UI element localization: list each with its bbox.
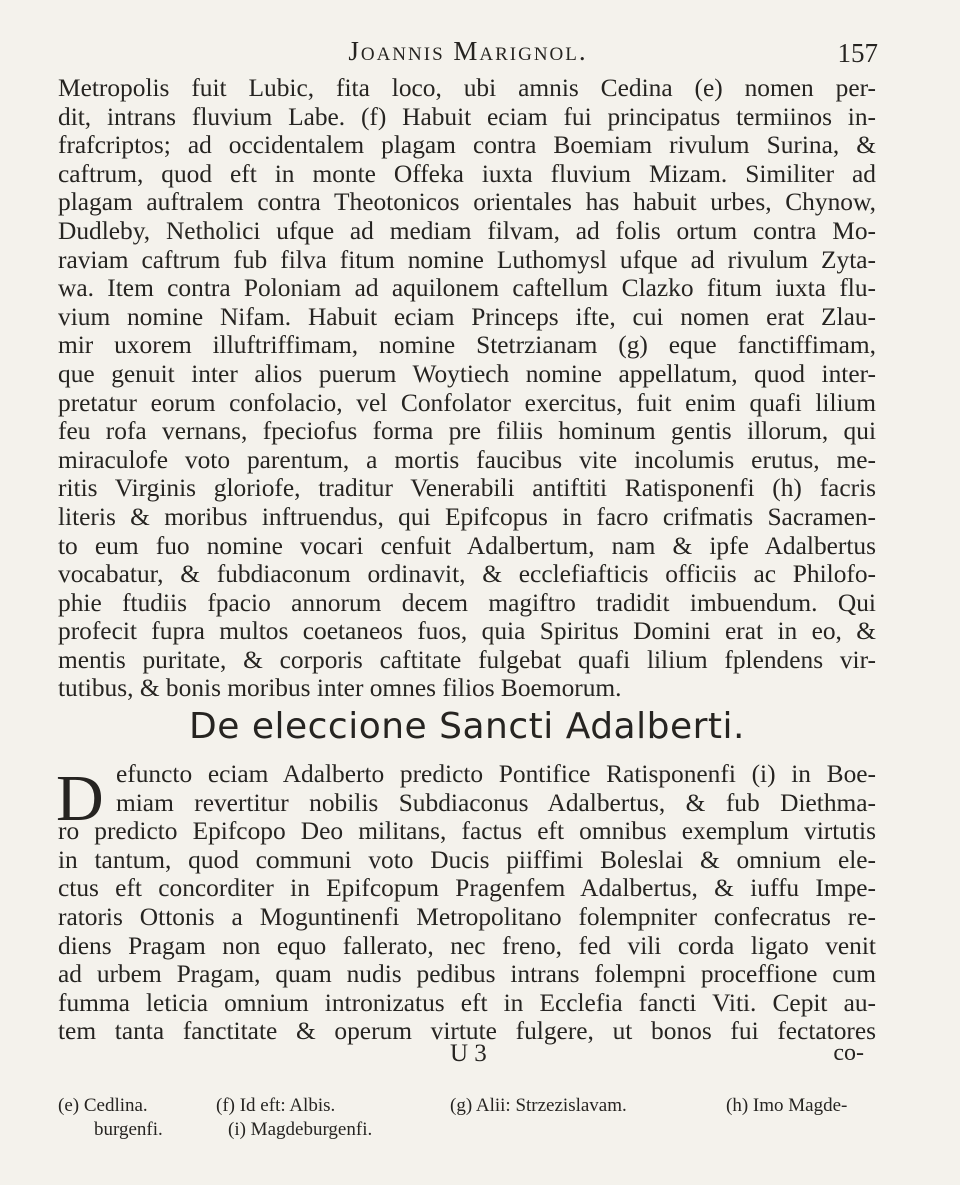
footnote-f: (f) Id eft: Albis.	[216, 1095, 336, 1116]
text-line: mir uxorem illuftriffimam, nomine Stetrzianam (g) eque fanctiffimam,	[58, 331, 876, 360]
text-line: efuncto eciam Adalberto predicto Pontifice Ratisponenfi (i) in Boe-	[116, 760, 876, 788]
signature-mark: U 3	[450, 1040, 487, 1067]
text-line: Dudleby, Netholici ufque ad mediam filvam, ad folis ortum contra Mo-	[58, 216, 876, 245]
footnote-h-continued: burgenfi.	[94, 1119, 163, 1140]
text-line: wa. Item contra Poloniam ad aquilonem caftellum Clazko fitum iuxta flu-	[58, 274, 876, 303]
text-line: que genuit inter alios puerum Woytiech nomine appellatum, quod inter-	[58, 359, 876, 388]
text-line: diens Pragam non equo fallerato, nec freno, fed vili corda ligato venit	[58, 931, 876, 960]
text-line: literis & moribus inftruendus, qui Epifcopus in facro crifmatis Sacramen-	[58, 502, 876, 531]
text-line: ratoris Ottonis a Moguntinenfi Metropolitano folempniter confecratus re-	[58, 902, 876, 931]
footnote-e: (e) Cedlina.	[58, 1095, 148, 1116]
text-line: to eum fuo nomine vocari cenfuit Adalbertum, nam & ipfe Adalbertus	[58, 531, 876, 560]
text-line: Metropolis fuit Lubic, fita loco, ubi amnis Cedina (e) nomen per-	[58, 74, 876, 102]
body-paragraph	[58, 74, 876, 703]
text-line: phie ftudiis fpacio annorum decem magiftro tradidit imbuendum. Qui	[58, 588, 876, 617]
text-line: tem tanta fanctitate & operum virtute fulgere, ut bonos fui fectatores	[58, 1017, 876, 1046]
text-line: ad urbem Pragam, quam nudis pedibus intrans folempni proceffione cum	[58, 960, 876, 989]
text-line: dit, intrans fluvium Labe. (f) Habuit eciam fui principatus termiinos in-	[58, 102, 876, 131]
text-line: miraculofe voto parentum, a mortis faucibus vite incolumis erutus, me-	[58, 445, 876, 474]
text-line: frafcriptos; ad occidentalem plagam contra Boemiam rivulum Surina, &	[58, 131, 876, 160]
text-line: in tantum, quod communi voto Ducis piiffimi Boleslai & omnium ele-	[58, 845, 876, 874]
section-heading: De eleccione Sancti Adalberti.	[189, 706, 745, 747]
running-head	[58, 36, 878, 76]
section-paragraph	[58, 760, 876, 1046]
text-line: raviam caftrum fub filva fitum nomine Luthomysl ufque ad rivulum Zyta-	[58, 245, 876, 274]
text-line: plagam auftralem contra Theotonicos orientales has habuit urbes, Chynow,	[58, 188, 876, 217]
text-line: miam revertitur nobilis Subdiaconus Adalbertus, & fub Diethma-	[116, 788, 876, 817]
text-line: caftrum, quod eft in monte Offeka iuxta fluvium Mizam. Similiter ad	[58, 159, 876, 188]
text-line: feu rofa vernans, fpeciofus forma pre filiis hominum gentis illorum, qui	[58, 417, 876, 446]
text-line: pretatur eorum confolacio, vel Confolator exercitus, fuit enim quafi lilium	[58, 388, 876, 417]
text-line: vium nomine Nifam. Habuit eciam Princeps ifte, cui nomen erat Zlau-	[58, 302, 876, 331]
text-line: ctus eft concorditer in Epifcopum Pragenfem Adalbertus, & iuffu Impe-	[58, 874, 876, 903]
footnote-i: (i) Magdeburgenfi.	[228, 1119, 373, 1140]
catchword: co-	[833, 1040, 864, 1066]
drop-cap: D	[56, 762, 104, 835]
text-line: ritis Virginis gloriofe, traditur Venerabili antiftiti Ratisponenfi (h) facris	[58, 474, 876, 503]
text-line: vocabatur, & fubdiaconum ordinavit, & ecclefiafticis officiis ac Philofo-	[58, 560, 876, 589]
text-line: profecit fupra multos coetaneos fuos, quia Spiritus Domini erat in eo, &	[58, 617, 876, 646]
footnote-g: (g) Alii: Strzezislavam.	[450, 1095, 627, 1116]
footnote-h: (h) Imo Magde-	[726, 1095, 848, 1116]
text-line: fumma leticia omnium intronizatus eft in Ecclefia fancti Viti. Cepit au-	[58, 988, 876, 1017]
text-line: tutibus, & bonis moribus inter omnes filios Boemorum.	[58, 674, 622, 703]
page-number: 157	[837, 38, 878, 68]
text-line: ro predicto Epifcopo Deo militans, factus eft omnibus exemplum virtutis	[58, 817, 876, 846]
running-title: Joannis Marignol.	[348, 36, 588, 66]
text-line: mentis puritate, & corporis caftitate fulgebat quafi lilium fplendens vir-	[58, 645, 876, 674]
